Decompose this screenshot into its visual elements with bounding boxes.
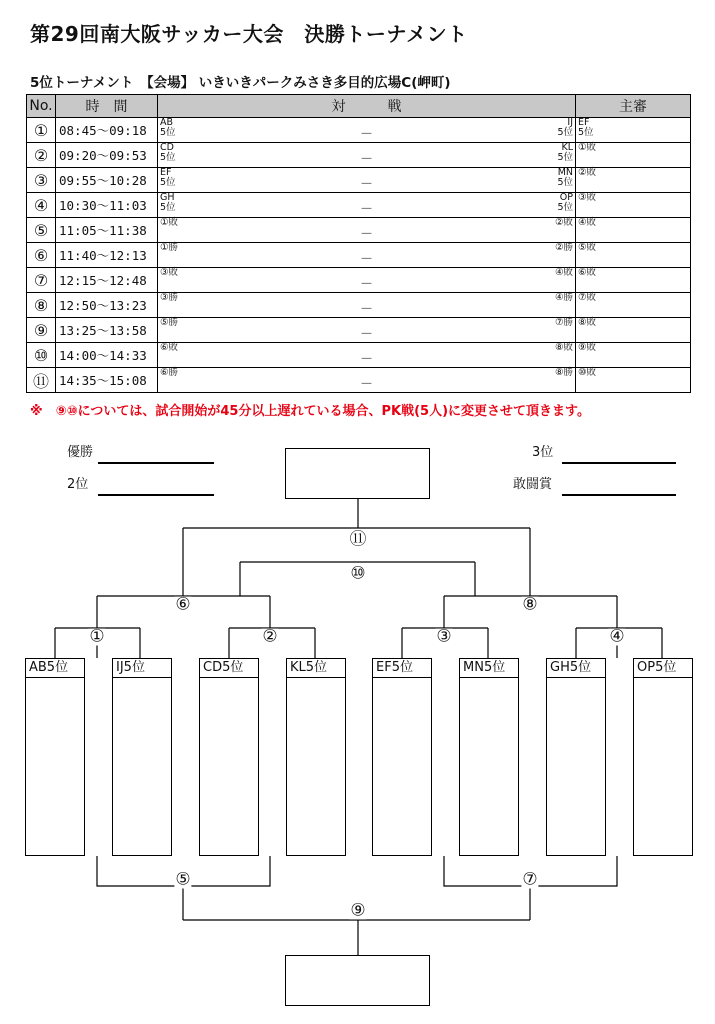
right-team: OP 5位: [557, 192, 573, 213]
team-box: [25, 658, 85, 856]
match-no: ③: [27, 168, 56, 193]
team-name: MN5位: [460, 659, 518, 678]
match-number-7: ⑦: [522, 869, 538, 890]
referee: ⑧敗: [576, 318, 691, 343]
referee: EF 5位: [576, 118, 691, 143]
versus-dash: －: [359, 152, 374, 167]
third-label: 3位: [532, 445, 554, 460]
team-box: [546, 658, 606, 856]
match-number-9: ⑨: [350, 900, 366, 921]
referee: ⑥敗: [576, 268, 691, 293]
match-number-8: ⑧: [522, 594, 538, 615]
left-team: ③敗: [160, 267, 179, 278]
match-time: 12:50～13:23: [56, 293, 158, 318]
left-team: GH 5位: [160, 192, 176, 213]
match-time: 11:05～11:38: [56, 218, 158, 243]
match-number-3: ③: [436, 626, 452, 647]
versus-dash: －: [359, 252, 374, 267]
match-no: ④: [27, 193, 56, 218]
right-team: ⑧勝: [554, 367, 573, 378]
team-box: [199, 658, 259, 856]
right-team: KL 5位: [557, 142, 573, 163]
left-team: ③勝: [160, 292, 179, 303]
match-number-5: ⑤: [175, 869, 191, 890]
match-number-1: ①: [89, 626, 105, 647]
team-name: EF5位: [373, 659, 431, 678]
header-referee: 主審: [576, 95, 691, 118]
referee: ⑩敗: [576, 368, 691, 393]
match-number-10: ⑩: [350, 563, 366, 584]
fair-play-label: 敢闘賞: [513, 477, 553, 492]
right-team: ②敗: [554, 217, 573, 228]
team-box: [112, 658, 172, 856]
referee: ⑤敗: [576, 243, 691, 268]
match-number-6: ⑥: [175, 594, 191, 615]
left-team: ⑥勝: [160, 367, 179, 378]
second-label: 2位: [67, 477, 89, 492]
header-no: No.: [27, 95, 56, 118]
referee: ⑦敗: [576, 293, 691, 318]
match-no: ⑦: [27, 268, 56, 293]
left-team: CD 5位: [160, 142, 176, 163]
versus-dash: －: [359, 202, 374, 217]
team-box: [372, 658, 432, 856]
match-time: 09:20～09:53: [56, 143, 158, 168]
left-team: ⑥敗: [160, 342, 179, 353]
versus-dash: －: [359, 127, 374, 142]
left-team: EF 5位: [160, 167, 176, 188]
left-team: ①敗: [160, 217, 179, 228]
team-name: CD5位: [200, 659, 258, 678]
referee: ④敗: [576, 218, 691, 243]
right-team: ⑧敗: [554, 342, 573, 353]
header-time: 時 間: [56, 95, 158, 118]
match-time: 14:00～14:33: [56, 343, 158, 368]
notice-text: ※ ⑨⑩については、試合開始が45分以上遅れている場合、PK戦(5人)に変更させて頂きます。: [30, 404, 590, 419]
right-team: IJ 5位: [557, 117, 573, 138]
referee: ②敗: [576, 168, 691, 193]
versus-dash: －: [359, 377, 374, 392]
versus-dash: －: [359, 352, 374, 367]
left-team: ①勝: [160, 242, 179, 253]
match-no: ⑪: [27, 368, 56, 393]
header-match: 対 戦: [158, 95, 576, 118]
versus-dash: －: [359, 177, 374, 192]
team-name: KL5位: [287, 659, 345, 678]
right-team: ②勝: [554, 242, 573, 253]
match-time: 14:35～15:08: [56, 368, 158, 393]
team-name: IJ5位: [113, 659, 171, 678]
team-box: [633, 658, 693, 856]
venue-heading: 5位トーナメント 【会場】 いきいきパークみさき多目的広場C(岬町): [30, 75, 451, 91]
match-no: ②: [27, 143, 56, 168]
match-number-4: ④: [609, 626, 625, 647]
match-time: 12:15～12:48: [56, 268, 158, 293]
match-no: ①: [27, 118, 56, 143]
match-no: ⑩: [27, 343, 56, 368]
match-time: 11:40～12:13: [56, 243, 158, 268]
match-no: ⑨: [27, 318, 56, 343]
right-team: ④敗: [554, 267, 573, 278]
team-box: [459, 658, 519, 856]
referee: ③敗: [576, 193, 691, 218]
team-box: [286, 658, 346, 856]
winner-label: 優勝: [67, 445, 94, 460]
versus-dash: －: [359, 302, 374, 317]
versus-dash: －: [359, 327, 374, 342]
match-time: 09:55～10:28: [56, 168, 158, 193]
match-time: 08:45～09:18: [56, 118, 158, 143]
versus-dash: －: [359, 277, 374, 292]
right-team: ⑦勝: [554, 317, 573, 328]
team-name: GH5位: [547, 659, 605, 678]
right-team: ④勝: [554, 292, 573, 303]
match-time: 10:30～11:03: [56, 193, 158, 218]
referee: ⑨敗: [576, 343, 691, 368]
match-no: ⑤: [27, 218, 56, 243]
match-no: ⑥: [27, 243, 56, 268]
page-title: 第29回南大阪サッカー大会 決勝トーナメント: [30, 22, 468, 46]
team-name: OP5位: [634, 659, 692, 678]
right-team: MN 5位: [557, 167, 573, 188]
left-team: ⑤勝: [160, 317, 179, 328]
team-name: AB5位: [26, 659, 84, 678]
match-time: 13:25～13:58: [56, 318, 158, 343]
match-number-11: ⑪: [349, 529, 367, 550]
match-no: ⑧: [27, 293, 56, 318]
referee: ①敗: [576, 143, 691, 168]
versus-dash: －: [359, 227, 374, 242]
left-team: AB 5位: [160, 117, 176, 138]
match-number-2: ②: [262, 626, 278, 647]
